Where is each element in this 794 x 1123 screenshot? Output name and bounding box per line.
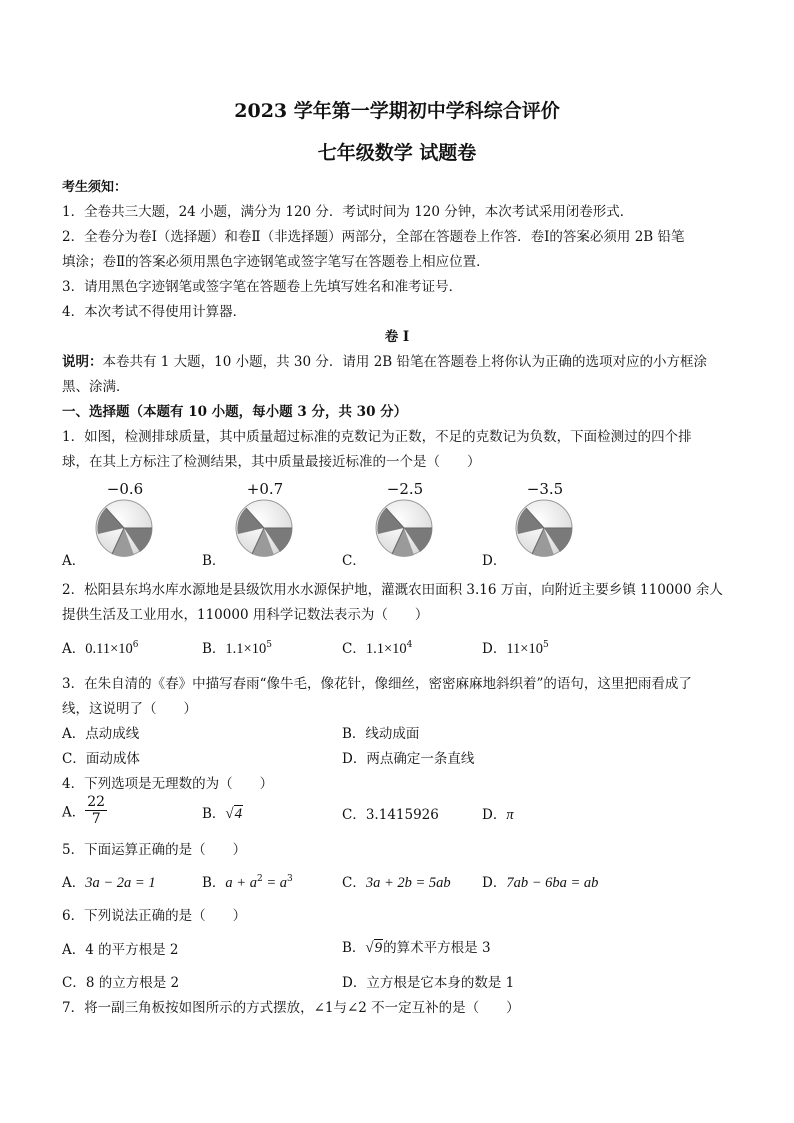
q2-stem-line2: 提供生活及工业用水，110000 用科学记数法表示为（ ） (62, 607, 429, 623)
ball-value-label: −2.5 (386, 480, 424, 498)
q2-option-a: A．$0.11\times 10^6$ (62, 640, 139, 657)
q4-option-a: A． $\frac{22}{7}$ (62, 794, 106, 828)
ball-value-label: −3.5 (526, 480, 564, 498)
exam-title: 2023 学年第一学期初中学科综合评价 (234, 100, 560, 122)
q4-stem: 4．下列选项是无理数的为（ ） (62, 776, 274, 792)
section-heading: 一、选择题（本题有 10 小题，每小题 3 分，共 30 分） (62, 404, 408, 420)
volleyball-icon (234, 498, 294, 558)
q5-option-a: A．3a − 2a = 1 (62, 875, 156, 891)
q6-option-d: D．立方根是它本身的数是 1 (342, 975, 515, 991)
notice-item-4: 4．本次考试不得使用计算器． (62, 304, 247, 320)
q3-option-d: D．两点确定一条直线 (342, 751, 475, 767)
volleyball-icon (94, 498, 154, 558)
q3-stem-line2: 线，这说明了（ ） (62, 701, 197, 717)
ball-value-label: +0.7 (246, 480, 284, 498)
notice-item-2: 2．全卷分为卷Ⅰ（选择题）和卷Ⅱ（非选择题）两部分，全部在答题卷上作答．卷Ⅰ的答案必须用 2B 铅笔 (62, 229, 685, 245)
ball-option-letter: A． (62, 553, 86, 569)
q4-option-c: C．3.1415926 (342, 807, 439, 823)
ball-option-letter: B． (202, 553, 226, 569)
q3-option-c: C．面动成体 (62, 751, 140, 767)
q1-stem-line1: 1．如图，检测排球质量，其中质量超过标准的克数记为正数，不足的克数记为负数，下面检测过的四个排 (62, 429, 692, 445)
notice-item-2-cont: 填涂；卷Ⅱ的答案必须用黑色字迹钢笔或签字笔写在答题卷上相应位置． (62, 254, 490, 270)
notice-item-1: 1．全卷共三大题，24 小题，满分为 120 分．考试时间为 120 分钟，本次考试采用闭卷形式． (62, 204, 634, 220)
q5-option-c: C．3a + 2b = 5ab (342, 875, 451, 891)
q6-option-b: B．√9的算术平方根是 3 (342, 940, 491, 956)
q7-stem: 7．将一副三角板按如图所示的方式摆放，∠1与∠2 不一定互补的是（ ） (62, 1000, 520, 1016)
q3-stem-line1: 3．在朱自清的《春》中描写春雨“像牛毛，像花针，像细丝，密密麻麻地斜织着”的语句，这里把雨看成了 (62, 676, 692, 692)
q2-option-c: C．$1.1\times 10^4$ (342, 640, 413, 657)
q4-option-b: B．√4 (202, 806, 243, 822)
ball-option-letter: D． (482, 553, 507, 569)
notice-item-3: 3．请用黑色字迹钢笔或签字笔在答题卷上先填写姓名和准考证号． (62, 279, 463, 295)
q5-stem: 5．下面运算正确的是（ ） (62, 842, 247, 858)
volume-note-cont: 黑、涂满． (62, 379, 130, 395)
q3-option-a: A．点动成线 (62, 726, 140, 742)
q2-option-d: D．$11\times 10^5$ (482, 640, 549, 657)
q6-option-a: A．4 的平方根是 2 (62, 942, 179, 958)
q1-stem-line2: 球，在其上方标注了检测结果，其中质量最接近标准的一个是（ ） (62, 454, 481, 470)
volume-heading: 卷 I (384, 329, 410, 345)
q5-option-d: D．7ab − 6ba = ab (482, 875, 599, 891)
volleyball-icon (374, 498, 434, 558)
ball-option-letter: C． (342, 553, 366, 569)
q2-stem-line1: 2．松阳县东坞水库水源地是县级饮用水水源保护地，灌溉农田面积 3.16 万亩，向附近主要乡镇 110000 余人 (62, 582, 723, 598)
q6-stem: 6．下列说法正确的是（ ） (62, 908, 247, 924)
volume-note-label: 说明： (62, 354, 103, 370)
volleyball-icon (514, 498, 574, 558)
q5-option-b: B．$a + a^2 = a^3$ (202, 874, 293, 891)
volume-note (62, 350, 707, 370)
notice-heading: 考生须知： (62, 180, 128, 195)
q3-option-b: B．线动成面 (342, 726, 420, 742)
q4-option-d: D．π (482, 807, 514, 823)
exam-subtitle: 七年级数学 试题卷 (317, 142, 477, 164)
q2-option-b: B．$1.1\times 10^5$ (202, 640, 272, 657)
q6-option-c: C．8 的立方根是 2 (62, 975, 180, 991)
ball-value-label: −0.6 (106, 480, 144, 498)
volume-note-text: 本卷共有 1 大题，10 小题，共 30 分．请用 2B 铅笔在答题卷上将你认为正确的选项对应的小方框涂 (102, 354, 707, 370)
